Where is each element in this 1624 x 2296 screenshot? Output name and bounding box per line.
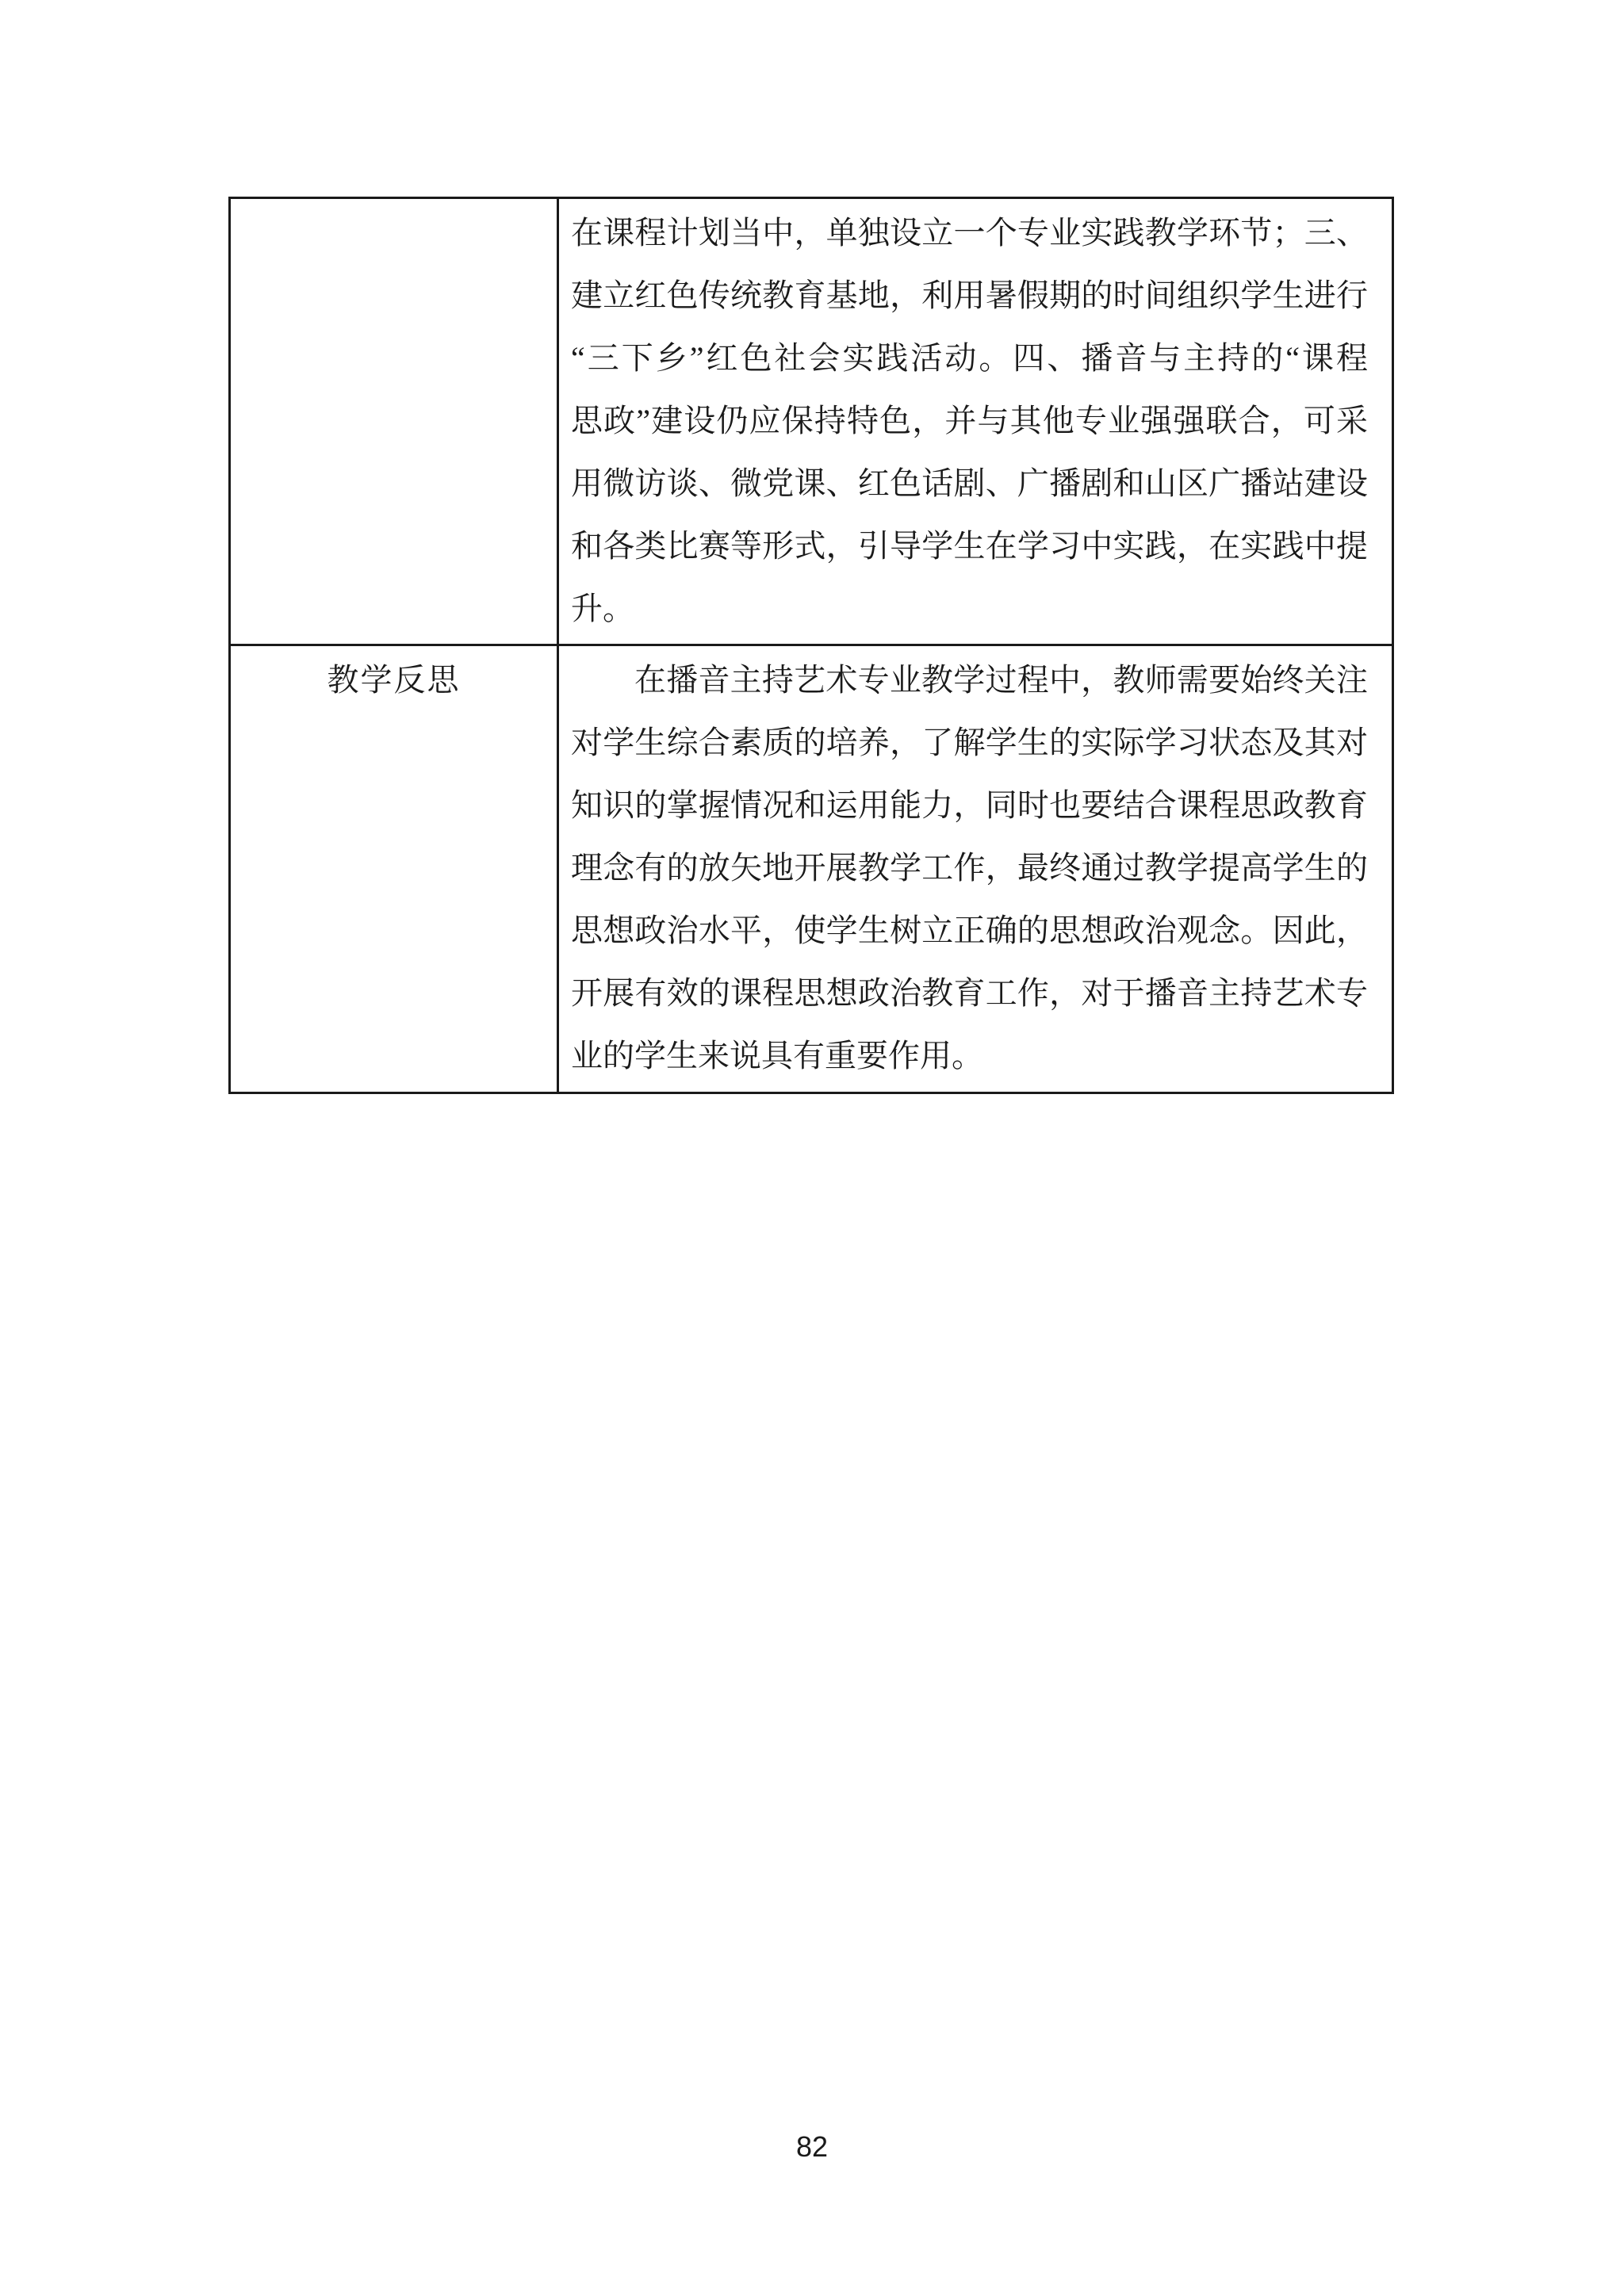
text-line: 开展有效的课程思想政治教育工作，对于播音主持艺术专	[571, 975, 1368, 1011]
table-row-practice-continuation	[231, 199, 1392, 646]
text-line: 在课程计划当中，单独设立一个专业实践教学环节；三、	[571, 215, 1368, 251]
text-line: 业的学生来说具有重要作用。	[571, 1038, 983, 1073]
text-line: 思政”建设仍应保持特色，并与其他专业强强联合，可采	[571, 403, 1368, 438]
row-content-cell	[559, 646, 1392, 1092]
text-line: 升。	[571, 591, 634, 626]
text-line: 用微访谈、微党课、红色话剧、广播剧和山区广播站建设	[571, 465, 1368, 501]
row-content-cell	[559, 199, 1392, 644]
row-content-lines	[571, 201, 1368, 640]
page-number: 82	[795, 2130, 829, 2163]
row-label-cell	[231, 646, 559, 1092]
text-line: 对学生综合素质的培养，了解学生的实际学习状态及其对	[571, 725, 1368, 760]
text-line: 建立红色传统教育基地，利用暑假期的时间组织学生进行	[571, 277, 1368, 313]
text-line: 知识的掌握情况和运用能力，同时也要结合课程思政教育	[571, 787, 1368, 823]
table-row-teaching-reflection	[231, 646, 1392, 1092]
row-label-cell	[231, 199, 559, 644]
text-line: 在播音主持艺术专业教学过程中，教师需要始终关注	[634, 662, 1368, 698]
row-content-lines	[571, 649, 1368, 1087]
text-line: 思想政治水平，使学生树立正确的思想政治观念。因此，	[571, 913, 1368, 948]
text-line: 和各类比赛等形式，引导学生在学习中实践，在实践中提	[571, 528, 1368, 564]
lesson-plan-table	[228, 197, 1394, 1094]
text-line: “三下乡”红色社会实践活动。四、播音与主持的“课程	[571, 340, 1368, 376]
text-line: 理念有的放矢地开展教学工作，最终通过教学提高学生的	[571, 850, 1368, 886]
row-label: 教学反思	[327, 662, 461, 698]
